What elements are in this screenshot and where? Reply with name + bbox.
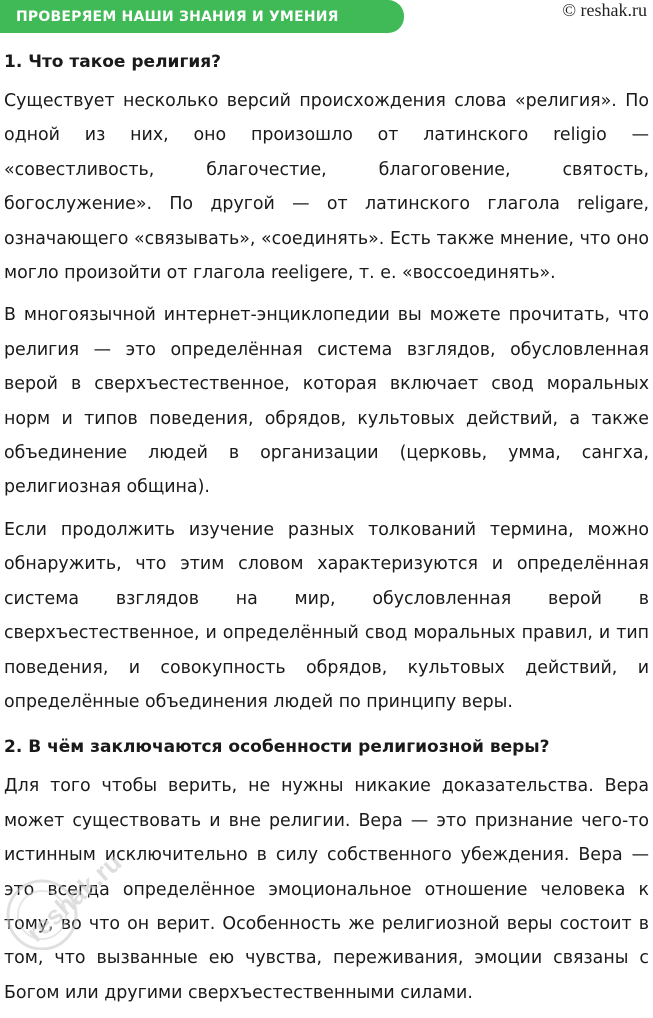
answer-1-paragraph-1: Существует несколько версий происхождения слова «религия». По одной из них, оно произошло от латинского religio — «совестливость, благочестие, благоговение, святость, богослужение». По другой — от латинского глагола religare, означающего «связывать», «соединять». Есть также мнение, что оно могло произойти от глагола reeligere, т. е. «воссоединять». [4, 91, 649, 284]
section-banner [0, 0, 404, 33]
question-1-heading: 1. Что такое религия? [4, 52, 222, 72]
document-body [4, 42, 649, 1018]
answer-1-paragraph-3: Если продолжить изучение разных толкований термина, можно обнаружить, что этим словом характеризуются и определённая система взглядов на мир, обусловленная верой в сверхъестественное, и определённый свод моральных правил, и тип поведения, и совокупность обрядов, культовых действий, и определённые объединения людей по принципу веры. [4, 519, 649, 712]
question-2-heading: 2. В чём заключаются особенности религиозной веры? [4, 737, 550, 758]
watermark-text: reshak.ru [20, 847, 128, 948]
answer-2-paragraph-1: Для того чтобы верить, не нужны никакие доказательства. Вера может существовать и вне религии. Вера — это признание чего-то истинным исключительно в силу собственного убеждения. Вера — это всегда определённое эмоциональное отношение человека к тому, во что он верит. Особенность же религиозной веры состоит в том, что вызванные ею чувства, переживания, эмоции связаны с Богом или другими сверхъестественными силами. [4, 776, 649, 1003]
copyright-notice: © reshak.ru [562, 0, 647, 20]
answer-1-paragraph-2: В многоязычной интернет-энциклопедии вы можете прочитать, что религия — это определённая система взглядов, обусловленная верой в сверхъестественное, которая включает свод моральных норм и типов поведения, обрядов, культовых действий, а также объединение людей в организации (церковь, умма, сангха, религиозная община). [4, 305, 649, 498]
banner-label: ПРОВЕРЯЕМ НАШИ ЗНАНИЯ И УМЕНИЯ [16, 8, 339, 25]
